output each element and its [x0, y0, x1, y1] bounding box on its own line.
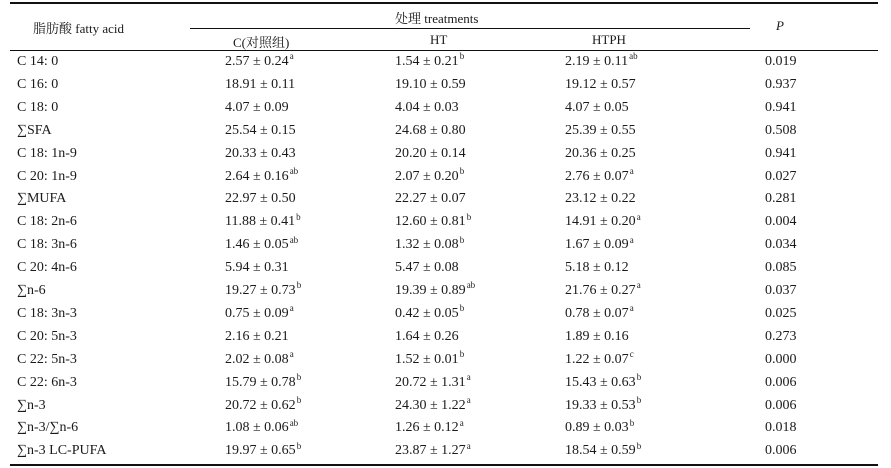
- cell-htph-significance: b: [636, 440, 642, 451]
- cell-ht-value: 24.30 ± 1.22: [395, 397, 466, 413]
- row-label-value: ∑n-3: [17, 397, 46, 413]
- cell-ht: [395, 189, 467, 209]
- cell-htph-value: 0.78 ± 0.07: [565, 305, 629, 321]
- cell-c: [225, 235, 298, 255]
- cell-htph: [565, 212, 641, 232]
- row-label: [17, 304, 77, 324]
- row-label-value: C 20: 5n-3: [17, 328, 77, 344]
- cell-htph-value: 2.19 ± 0.11: [565, 54, 629, 69]
- cell-ht: [395, 373, 471, 393]
- cell-ht: [395, 75, 467, 95]
- cell-htph: [565, 396, 641, 416]
- cell-p-value: 0.000: [765, 351, 797, 367]
- cell-c-value: 2.16 ± 0.21: [225, 328, 289, 344]
- cell-p: [765, 441, 797, 461]
- header-bottom-rule: [10, 50, 878, 51]
- cell-p: [765, 304, 797, 324]
- cell-c: [225, 75, 296, 95]
- cell-ht-significance: b: [459, 234, 465, 245]
- cell-htph: [565, 98, 630, 118]
- row-label-value: ∑n-3 LC-PUFA: [17, 443, 107, 459]
- header-col-p: P: [776, 18, 784, 33]
- cell-ht-value: 5.47 ± 0.08: [395, 260, 459, 276]
- cell-p: [765, 327, 797, 347]
- header-fatty-acid: 脂肪酸 fatty acid: [33, 21, 124, 36]
- cell-p: [765, 281, 797, 301]
- row-label: [17, 373, 77, 393]
- cell-c-significance: b: [296, 394, 302, 405]
- cell-htph: [565, 144, 637, 164]
- cell-ht-significance: a: [466, 394, 471, 405]
- cell-c: [225, 52, 294, 72]
- row-label: [17, 75, 58, 95]
- cell-htph: [565, 235, 634, 255]
- row-label-value: C 18: 3n-3: [17, 305, 77, 321]
- cell-htph: [565, 327, 630, 347]
- cell-p: [765, 167, 797, 187]
- cell-htph: [565, 441, 641, 461]
- cell-p: [765, 350, 797, 370]
- cell-c-value: 22.97 ± 0.50: [225, 191, 296, 207]
- cell-ht-significance: a: [459, 417, 464, 428]
- cell-c-value: 19.27 ± 0.73: [225, 283, 296, 298]
- row-label-value: C 18: 2n-6: [17, 214, 77, 230]
- treatments-underline: [190, 28, 750, 29]
- cell-ht: [395, 258, 460, 278]
- cell-ht-value: 1.64 ± 0.26: [395, 328, 459, 344]
- cell-c: [225, 441, 301, 461]
- cell-c-value: 20.33 ± 0.43: [225, 145, 296, 161]
- cell-c-value: 20.72 ± 0.62: [225, 397, 296, 413]
- cell-c: [225, 98, 290, 118]
- cell-p: [765, 373, 797, 393]
- cell-c-value: 1.08 ± 0.06: [225, 420, 289, 436]
- cell-ht-significance: a: [466, 371, 471, 382]
- cell-p-value: 0.085: [765, 260, 797, 276]
- cell-p: [765, 235, 797, 255]
- cell-ht: [395, 212, 471, 232]
- cell-ht-value: 20.20 ± 0.14: [395, 145, 466, 161]
- cell-p-value: 0.006: [765, 374, 797, 390]
- cell-ht-value: 19.39 ± 0.89: [395, 283, 466, 298]
- cell-ht-value: 23.87 ± 1.27: [395, 443, 466, 459]
- cell-c-value: 19.97 ± 0.65: [225, 443, 296, 459]
- row-label: [17, 167, 77, 187]
- cell-ht-significance: b: [459, 51, 465, 62]
- header-col-c: C(对照组): [233, 35, 290, 50]
- cell-p-value: 0.027: [765, 168, 797, 184]
- cell-ht: [395, 327, 460, 347]
- cell-p: [765, 418, 797, 438]
- cell-c-value: 4.07 ± 0.09: [225, 99, 289, 115]
- header-col-htph: HTPH: [592, 32, 626, 47]
- cell-ht-significance: b: [459, 303, 465, 314]
- row-label-value: C 18: 3n-6: [17, 237, 77, 253]
- cell-htph-significance: b: [636, 394, 642, 405]
- cell-c-significance: b: [296, 211, 301, 222]
- row-label-value: ∑n-6: [17, 283, 46, 298]
- row-label: [17, 235, 77, 255]
- cell-htph: [565, 167, 634, 187]
- cell-htph: [565, 52, 638, 72]
- cell-ht-value: 22.27 ± 0.07: [395, 191, 466, 207]
- cell-p: [765, 98, 797, 118]
- cell-htph-value: 4.07 ± 0.05: [565, 99, 629, 115]
- cell-ht: [395, 418, 464, 438]
- cell-htph: [565, 258, 630, 278]
- cell-c-significance: ab: [289, 417, 299, 428]
- cell-p-value: 0.037: [765, 283, 797, 298]
- cell-p-value: 0.281: [765, 191, 797, 207]
- table-top-rule: [10, 2, 878, 4]
- row-label-value: C 16: 0: [17, 76, 59, 92]
- table-bottom-rule: [10, 464, 878, 466]
- row-label: [17, 98, 58, 118]
- cell-ht-value: 1.26 ± 0.12: [395, 420, 459, 436]
- cell-c-value: 2.64 ± 0.16: [225, 168, 289, 184]
- row-label-value: ∑MUFA: [17, 191, 67, 207]
- cell-ht: [395, 144, 467, 164]
- cell-htph: [565, 418, 634, 438]
- cell-htph-significance: a: [636, 280, 641, 291]
- cell-htph-value: 19.33 ± 0.53: [565, 397, 636, 413]
- cell-p-value: 0.508: [765, 122, 797, 138]
- row-label: [17, 281, 46, 301]
- cell-c: [225, 281, 301, 301]
- cell-htph: [565, 304, 634, 324]
- row-label: [17, 396, 46, 416]
- cell-ht: [395, 98, 460, 118]
- cell-c: [225, 258, 290, 278]
- header-col-ht: HT: [430, 32, 448, 47]
- cell-ht-significance: ab: [466, 280, 476, 291]
- cell-c: [225, 167, 298, 187]
- cell-ht: [395, 350, 464, 370]
- cell-c-value: 25.54 ± 0.15: [225, 122, 296, 138]
- cell-p-value: 0.019: [765, 54, 797, 69]
- cell-htph-significance: a: [629, 303, 634, 314]
- cell-c-value: 2.57 ± 0.24: [225, 54, 289, 69]
- cell-p: [765, 212, 797, 232]
- cell-ht: [395, 281, 475, 301]
- cell-c: [225, 189, 297, 209]
- cell-ht-value: 0.42 ± 0.05: [395, 305, 459, 321]
- cell-p-value: 0.941: [765, 145, 797, 161]
- cell-c-value: 15.79 ± 0.78: [225, 374, 296, 390]
- cell-c: [225, 212, 301, 232]
- cell-ht-value: 4.04 ± 0.03: [395, 99, 459, 115]
- cell-htph: [565, 281, 641, 301]
- row-label: [17, 52, 58, 72]
- cell-ht-significance: b: [459, 165, 465, 176]
- cell-c-significance: a: [289, 51, 294, 62]
- cell-p: [765, 189, 797, 209]
- cell-ht-value: 12.60 ± 0.81: [395, 214, 466, 230]
- cell-ht-value: 20.72 ± 1.31: [395, 374, 466, 390]
- cell-c-value: 5.94 ± 0.31: [225, 260, 289, 276]
- row-label-value: ∑n-3/∑n-6: [17, 420, 79, 436]
- cell-p-value: 0.273: [765, 328, 797, 344]
- cell-htph-significance: c: [629, 349, 634, 360]
- cell-ht: [395, 304, 464, 324]
- row-label: [17, 418, 78, 438]
- cell-htph-value: 23.12 ± 0.22: [565, 191, 636, 207]
- cell-htph-value: 14.91 ± 0.20: [565, 214, 636, 230]
- cell-p-value: 0.941: [765, 99, 797, 115]
- cell-htph-value: 0.89 ± 0.03: [565, 420, 629, 436]
- cell-htph-significance: b: [629, 417, 635, 428]
- cell-htph-value: 18.54 ± 0.59: [565, 443, 636, 459]
- cell-ht-significance: b: [466, 211, 472, 222]
- cell-c-significance: b: [296, 280, 302, 291]
- cell-c-significance: a: [289, 303, 294, 314]
- cell-c-value: 18.91 ± 0.11: [225, 76, 296, 92]
- cell-ht-value: 2.07 ± 0.20: [395, 168, 459, 184]
- cell-ht: [395, 441, 471, 461]
- row-label: [17, 441, 106, 461]
- cell-htph: [565, 75, 637, 95]
- cell-c: [225, 304, 294, 324]
- cell-p-value: 0.006: [765, 397, 797, 413]
- row-label-value: C 20: 4n-6: [17, 260, 77, 276]
- cell-p-value: 0.034: [765, 237, 797, 253]
- cell-c: [225, 121, 297, 141]
- cell-p: [765, 144, 797, 164]
- cell-c: [225, 144, 297, 164]
- cell-htph-value: 15.43 ± 0.63: [565, 374, 636, 390]
- row-label-value: C 18: 0: [17, 99, 59, 115]
- cell-c-value: 1.46 ± 0.05: [225, 237, 289, 253]
- cell-p: [765, 258, 797, 278]
- cell-htph-value: 19.12 ± 0.57: [565, 76, 636, 92]
- cell-c: [225, 350, 294, 370]
- cell-ht-value: 24.68 ± 0.80: [395, 122, 466, 138]
- row-label-value: C 18: 1n-9: [17, 145, 77, 161]
- cell-htph-significance: ab: [629, 51, 638, 62]
- cell-htph-value: 5.18 ± 0.12: [565, 260, 629, 276]
- cell-p: [765, 52, 797, 72]
- cell-c-value: 0.75 ± 0.09: [225, 305, 289, 321]
- header-treatments: 处理 treatments: [395, 11, 479, 26]
- cell-htph: [565, 373, 641, 393]
- cell-c: [225, 418, 298, 438]
- row-label-value: C 22: 6n-3: [17, 374, 77, 390]
- cell-htph-significance: a: [636, 211, 641, 222]
- cell-htph-value: 20.36 ± 0.25: [565, 145, 636, 161]
- cell-htph-value: 21.76 ± 0.27: [565, 283, 636, 298]
- cell-ht-significance: a: [466, 440, 471, 451]
- cell-htph-significance: a: [629, 165, 634, 176]
- cell-p-value: 0.025: [765, 305, 797, 321]
- cell-c: [225, 373, 301, 393]
- cell-htph-value: 2.76 ± 0.07: [565, 168, 629, 184]
- row-label-value: ∑SFA: [17, 122, 52, 138]
- cell-htph: [565, 189, 637, 209]
- cell-c-value: 2.02 ± 0.08: [225, 351, 289, 367]
- cell-htph: [565, 350, 634, 370]
- row-label: [17, 327, 77, 347]
- cell-c-significance: ab: [289, 165, 299, 176]
- cell-c-significance: b: [296, 371, 302, 382]
- row-label: [17, 144, 77, 164]
- row-label: [17, 258, 77, 278]
- cell-htph-value: 25.39 ± 0.55: [565, 122, 636, 138]
- cell-htph-value: 1.89 ± 0.16: [565, 328, 629, 344]
- cell-p-value: 0.006: [765, 443, 797, 459]
- cell-htph-significance: b: [636, 371, 642, 382]
- cell-c-significance: a: [289, 349, 294, 360]
- cell-htph: [565, 121, 637, 141]
- cell-p-value: 0.004: [765, 214, 797, 230]
- row-label: [17, 212, 77, 232]
- row-label-value: C 20: 1n-9: [17, 168, 77, 184]
- cell-ht: [395, 121, 467, 141]
- cell-p-value: 0.018: [765, 420, 797, 436]
- cell-c-significance: ab: [289, 234, 299, 245]
- cell-ht-significance: b: [459, 349, 465, 360]
- cell-ht: [395, 52, 464, 72]
- cell-p: [765, 396, 797, 416]
- cell-p-value: 0.937: [765, 76, 797, 92]
- cell-c: [225, 327, 290, 347]
- row-label-value: C 22: 5n-3: [17, 351, 77, 367]
- cell-ht: [395, 235, 464, 255]
- cell-ht: [395, 167, 464, 187]
- cell-p: [765, 75, 797, 95]
- cell-ht: [395, 396, 471, 416]
- cell-htph-value: 1.67 ± 0.09: [565, 237, 629, 253]
- cell-htph-significance: a: [629, 234, 634, 245]
- cell-c: [225, 396, 301, 416]
- cell-htph-value: 1.22 ± 0.07: [565, 351, 629, 367]
- row-label: [17, 121, 52, 141]
- cell-ht-value: 1.52 ± 0.01: [395, 351, 459, 367]
- cell-c-significance: b: [296, 440, 302, 451]
- row-label-value: C 14: 0: [17, 54, 59, 69]
- cell-ht-value: 1.32 ± 0.08: [395, 237, 459, 253]
- cell-c-value: 11.88 ± 0.41: [225, 214, 296, 230]
- cell-ht-value: 19.10 ± 0.59: [395, 76, 466, 92]
- row-label: [17, 350, 77, 370]
- cell-ht-value: 1.54 ± 0.21: [395, 54, 459, 69]
- cell-p: [765, 121, 797, 141]
- row-label: [17, 189, 66, 209]
